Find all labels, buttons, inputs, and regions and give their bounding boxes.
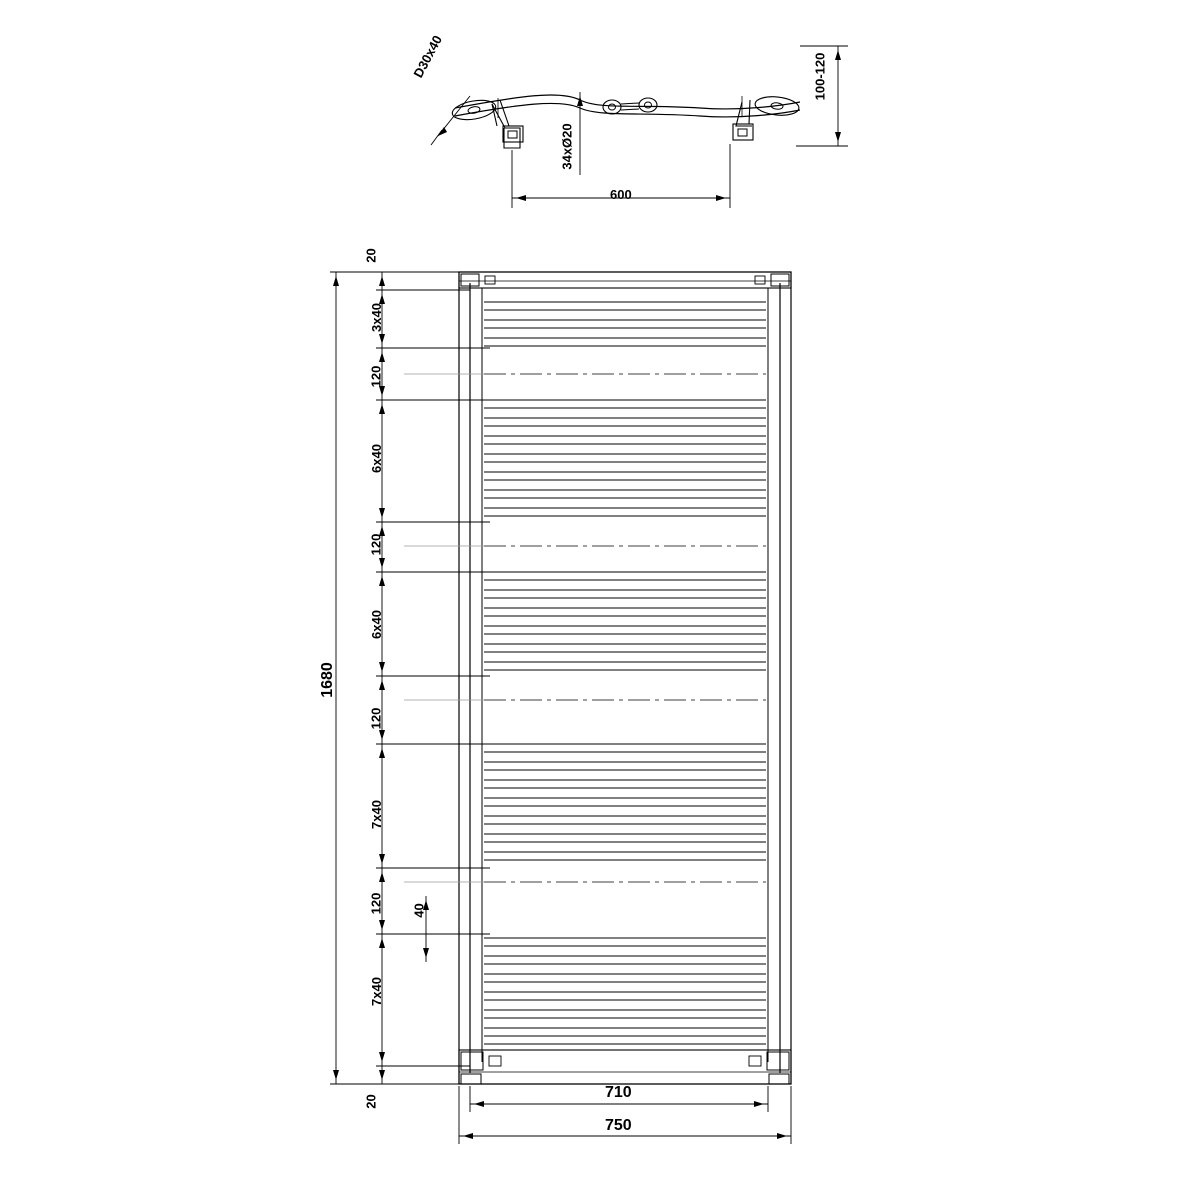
dim-front-gap-1: 120 — [368, 365, 384, 388]
dim-front-gap-4: 120 — [368, 892, 384, 915]
top-view-geometry — [431, 46, 848, 208]
dim-front-inner-width: 710 — [605, 1084, 632, 1101]
dim-front-segment-1: 3x40 — [368, 303, 384, 332]
dim-front-segment-4: 7x40 — [368, 800, 384, 829]
dim-front-gap-2: 120 — [368, 533, 384, 556]
dim-front-top-margin: 20 — [363, 248, 379, 263]
dim-top-bracket-spacing: 600 — [610, 187, 632, 202]
dim-top-bracket-thread: D30x40 — [410, 32, 446, 81]
dim-front-bottom-margin: 20 — [363, 1094, 379, 1109]
front-view-geometry — [330, 272, 791, 1144]
dim-front-segment-3: 6x40 — [368, 610, 384, 639]
dim-front-gap-3: 120 — [368, 707, 384, 730]
dim-front-overall-height: 1680 — [318, 662, 336, 698]
dim-front-segment-5: 7x40 — [368, 977, 384, 1006]
dim-top-connection-count: 34xØ20 — [559, 123, 575, 170]
dim-front-overall-width: 750 — [605, 1117, 632, 1134]
dim-front-segment-2: 6x40 — [368, 444, 384, 473]
dim-front-tube-pitch: 40 — [411, 903, 427, 918]
dim-top-wall-offset: 100-120 — [812, 52, 828, 101]
